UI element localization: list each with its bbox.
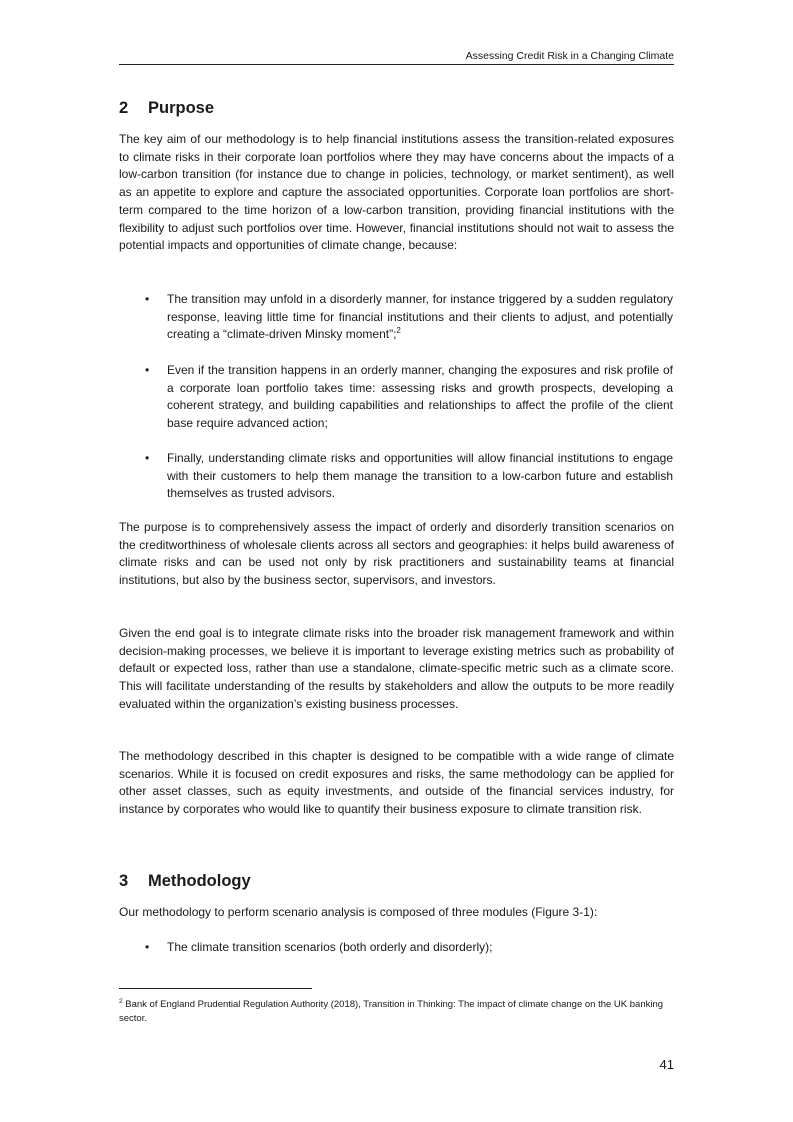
section-number: 2	[119, 99, 129, 117]
list-item-text: Even if the transition happens in an orderly manner, changing the exposures and risk profile of a corporate loan portfolio takes time: assessing risks and growth prospects, developing a coherent strategy, and building capabilities and relationships to affect the profile of the client base require advanced action;	[167, 363, 673, 431]
purpose-paragraph-4: The methodology described in this chapter is designed to be compatible with a wide range of climate scenarios. While it is focused on credit exposures and risks, the same methodology can be applied for other asset classes, such as equity investments, and outside of the financial services industry, for instance by corporates who would like to quantify their business exposure to climate transition risk.	[119, 749, 674, 817]
purpose-paragraph-1: The key aim of our methodology is to help financial institutions assess the transition-related exposures to climate risks in their corporate loan portfolios where they may have concerns about the impacts of a low-carbon transition (for instance due to change in policies, technology, or market sentiment), as well as an appetite to explore and capture the associated opportunities. Corporate loan portfolios are short-term compared to the time horizon of a low-carbon transition, providing financial institutions with the flexibility to adjust such portfolios over time. However, financial institutions should not wait to assess the potential impacts and opportunities of climate change, because:	[119, 132, 674, 253]
list-item-text: The climate transition scenarios (both orderly and disorderly);	[167, 940, 493, 954]
list-item	[145, 362, 673, 433]
footnote-reference[interactable]: 2	[396, 326, 401, 336]
bullet-marker: •	[145, 940, 150, 954]
list-item-text: The transition may unfold in a disorderly manner, for instance triggered by a sudden regulatory response, leaving little time for financial institutions and their clients to adjust, and potentially creating a “climate-driven Minsky moment”;	[167, 292, 673, 342]
section-heading-purpose	[119, 97, 674, 119]
list-item	[145, 939, 673, 957]
footnote-text: Bank of England Prudential Regulation Authority (2018), Transition in Thinking: The impact of climate change on the UK banking sector.	[119, 999, 664, 1024]
section-number: 3	[119, 872, 129, 890]
bullet-marker: •	[145, 292, 150, 306]
list-item	[145, 450, 673, 503]
bullet-marker: •	[145, 451, 150, 465]
footnote	[119, 998, 674, 1026]
list-item	[145, 291, 673, 344]
purpose-paragraph-3: Given the end goal is to integrate climate risks into the broader risk management framework and within decision-making processes, we believe it is important to leverage existing metrics such as probability of default or expected loss, rather than use a standalone, climate-specific metric such as a climate score. This will facilitate understanding of the results by stakeholders and allow the outputs to be more readily evaluated within the organization’s existing business processes.	[119, 626, 674, 711]
bullet-marker: •	[145, 363, 150, 377]
section-heading-methodology	[119, 870, 674, 892]
list-item-text: Finally, understanding climate risks and opportunities will allow financial institutions to engage with their customers to help them manage the transition to a low-carbon future and establish themselves as trusted advisors.	[167, 451, 673, 501]
section-title: Methodology	[148, 872, 251, 890]
footnote-marker: 2	[119, 997, 123, 1005]
purpose-paragraph-2: The purpose is to comprehensively assess the impact of orderly and disorderly transition scenarios on the creditworthiness of wholesale clients across all sectors and geographies: it helps build awareness of climate risks and can be used not only by risk practitioners and sustainability teams at financial institutions, but also by the business sector, supervisors, and investors.	[119, 520, 674, 588]
page-number: 41	[659, 1057, 674, 1072]
section-title: Purpose	[148, 99, 215, 117]
methodology-paragraph-1: Our methodology to perform scenario analysis is composed of three modules (Figure 3-1):	[119, 905, 598, 919]
running-header: Assessing Credit Risk in a Changing Climate	[119, 49, 674, 65]
footnote-divider	[119, 988, 312, 989]
